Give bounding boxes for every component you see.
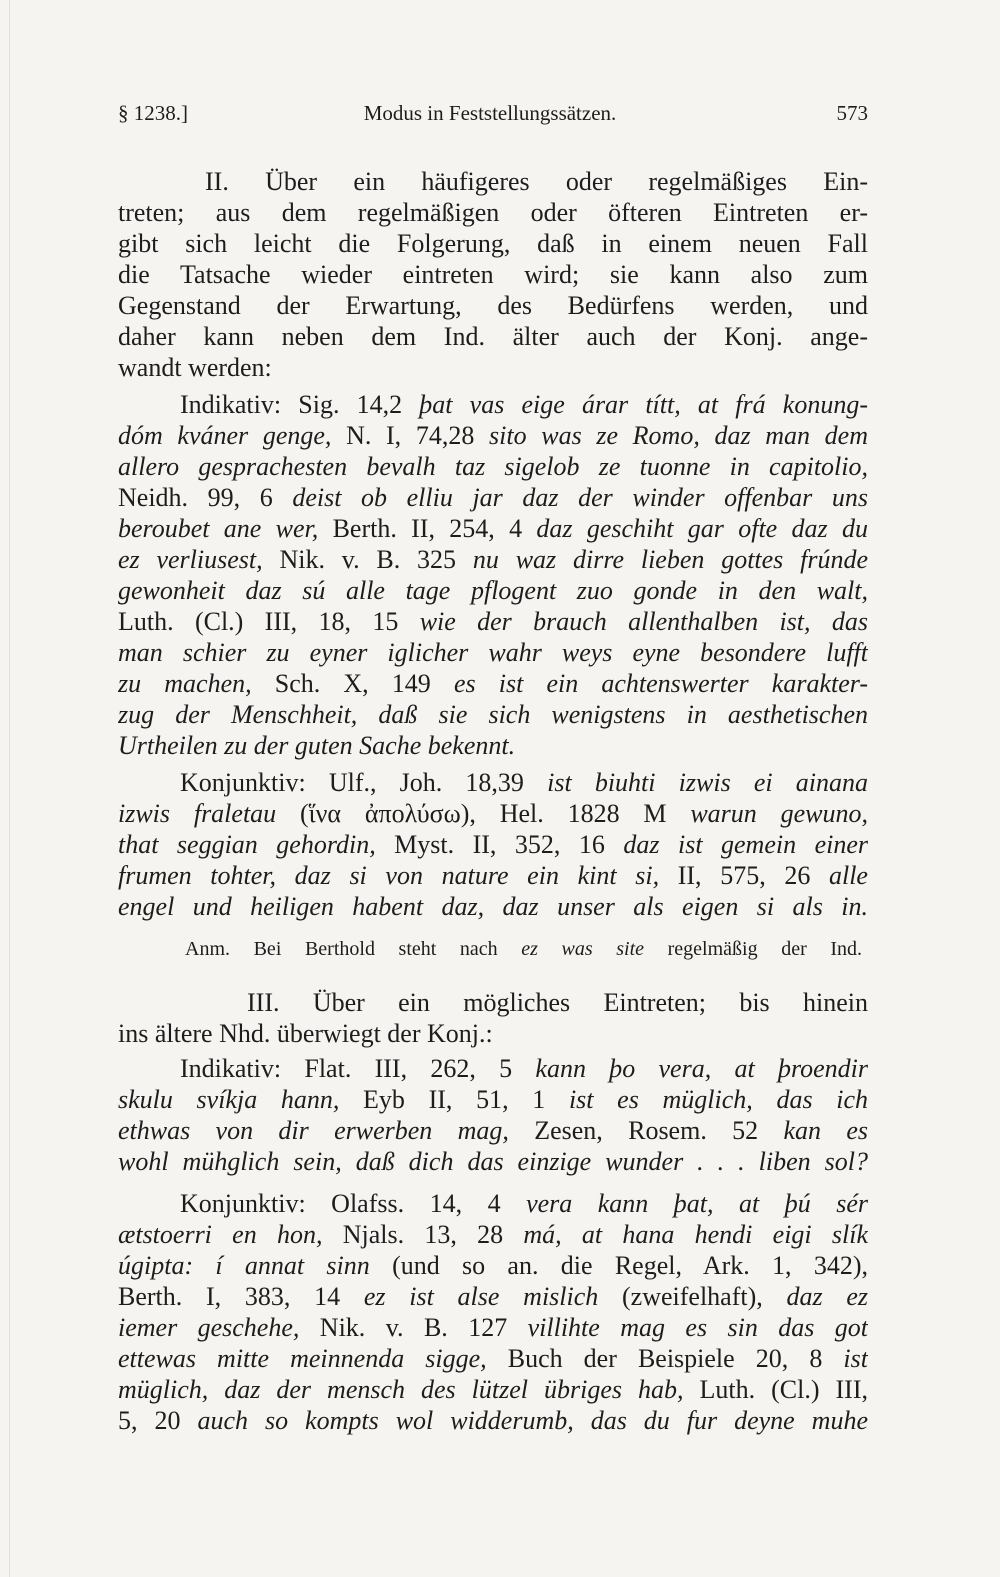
italic-text: ist es müglich, das ich xyxy=(568,1085,868,1114)
text-line xyxy=(118,1281,868,1312)
italic-text: wohl mühglich sein, daß dich das einzige wunder . . . liben sol? xyxy=(118,1147,868,1176)
italic-text: iemer geschehe, xyxy=(118,1313,300,1342)
text-line xyxy=(118,513,868,544)
text-line xyxy=(118,1374,868,1405)
text-line xyxy=(118,451,868,482)
text-line xyxy=(118,730,868,761)
text-line xyxy=(118,1115,868,1146)
italic-text: ettewas mitte meinnenda sigge, xyxy=(118,1344,487,1373)
text-line xyxy=(118,891,868,922)
italic-text: sito was ze Romo, daz man dem xyxy=(489,421,868,450)
italic-text: deist ob elliu jar daz der winder offenbar uns xyxy=(292,483,868,512)
text-line xyxy=(118,290,868,321)
italic-text: þat vas eige árar títt, at frá konung- xyxy=(419,390,868,419)
text-line xyxy=(118,1343,868,1374)
italic-text: ez ist alse mislich xyxy=(363,1282,599,1311)
roman-text: Luth. (Cl.) III, 18, 15 xyxy=(118,607,420,636)
roman-text: Indikativ: Sig. 14,2 xyxy=(180,390,420,419)
italic-text: warun gewuno, xyxy=(690,799,868,828)
roman-text: Neidh. 99, 6 xyxy=(118,483,293,512)
roman-text: Eyb II, 51, 1 xyxy=(339,1085,569,1114)
italic-text: má, at hana hendi eigi slík xyxy=(523,1220,868,1249)
text-line xyxy=(118,798,868,829)
italic-text: vera kann þat, at þú sér xyxy=(526,1189,868,1218)
paragraph-ii-intro xyxy=(118,166,868,383)
text-line xyxy=(118,829,868,860)
roman-text: Gegenstand der Erwartung, des Bedürfens werden, und xyxy=(118,291,868,320)
italic-text: alle xyxy=(828,861,868,890)
text-line xyxy=(118,1084,868,1115)
italic-text: ethwas von dir erwerben mag, xyxy=(118,1116,509,1145)
roman-text: II, 575, 26 xyxy=(659,861,829,890)
roman-text: Luth. (Cl.) III, xyxy=(683,1375,868,1404)
roman-text: treten; aus dem regelmäßigen oder öfteren Eintreten er- xyxy=(118,198,868,227)
italic-text: auch so kompts wol widderumb, das du fur deyne muhe xyxy=(197,1406,868,1435)
text-line xyxy=(118,668,868,699)
roman-text: Nik. v. B. 127 xyxy=(299,1313,528,1342)
roman-text: Njals. 13, 28 xyxy=(322,1220,524,1249)
roman-text: Konjunktiv: Ulf., Joh. 18,39 xyxy=(180,768,548,797)
running-header xyxy=(118,99,868,127)
roman-text: Nik. v. B. 325 xyxy=(262,545,473,574)
roman-text: wandt werden: xyxy=(118,353,272,382)
roman-text: daher kann neben dem Ind. älter auch der Konj. ange- xyxy=(118,322,868,351)
text-line xyxy=(118,1405,868,1436)
roman-text: (ἵνα ἀπολύσω), Hel. 1828 M xyxy=(276,799,691,828)
italic-text: müglich, daz der mensch des lützel übriges hab, xyxy=(118,1375,684,1404)
text-line xyxy=(118,228,868,259)
italic-text: nu waz dirre lieben gottes frúnde xyxy=(472,545,868,574)
text-line xyxy=(118,420,868,451)
text-line xyxy=(118,544,868,575)
roman-text: Anm. Bei Berthold steht nach xyxy=(185,938,522,960)
italic-text: dóm kváner genge, xyxy=(118,421,332,450)
main-text xyxy=(118,166,868,1436)
text-line xyxy=(118,197,868,228)
text-line xyxy=(118,860,868,891)
running-title: Modus in Feststellungssätzen. xyxy=(363,101,617,125)
text-line xyxy=(118,1219,868,1250)
roman-text: Indikativ: Flat. III, 262, 5 xyxy=(180,1054,536,1083)
text-line xyxy=(118,575,868,606)
italic-text: that seggian gehordin, xyxy=(118,830,376,859)
italic-text: kann þo vera, at þroendir xyxy=(535,1054,868,1083)
text-line xyxy=(118,1188,868,1219)
italic-text: daz geschiht gar ofte daz du xyxy=(536,514,868,543)
roman-text: Berth. II, 254, 4 xyxy=(318,514,537,543)
paragraph-iii-konjunktiv-examples xyxy=(118,1188,868,1436)
roman-text: 5, 20 xyxy=(118,1406,198,1435)
text-line xyxy=(118,699,868,730)
italic-text: ist xyxy=(843,1344,868,1373)
roman-text: Zesen, Rosem. 52 xyxy=(508,1116,784,1145)
italic-text: allero gesprachesten bevalh taz sigelob ze tuonne in capitolio, xyxy=(118,452,868,481)
italic-text: daz ist gemein einer xyxy=(623,830,868,859)
italic-text: kan es xyxy=(783,1116,868,1145)
roman-text: Buch der Beispiele 20, 8 xyxy=(486,1344,844,1373)
page-number: 573 xyxy=(836,101,868,125)
roman-text: ins ältere Nhd. überwiegt der Konj.: xyxy=(118,1019,493,1048)
text-line xyxy=(118,935,868,963)
roman-text: die Tatsache wieder eintreten wird; sie kann also zum xyxy=(118,260,868,289)
italic-text: ist biuhti izwis ei ainana xyxy=(547,768,868,797)
italic-text: wie der brauch allenthalben ist, das xyxy=(419,607,868,636)
roman-text: Konjunktiv: Olafss. 14, 4 xyxy=(180,1189,527,1218)
roman-text: II. Über ein häufigeres oder regelmäßiges Ein- xyxy=(205,167,868,196)
text-line xyxy=(118,1053,868,1084)
italic-text: es ist ein achtenswerter karakter- xyxy=(453,669,868,698)
italic-text: gewonheit daz sú alle tage pflogent zuo gonde in den walt, xyxy=(118,576,868,605)
text-line xyxy=(118,482,868,513)
roman-text: Sch. X, 149 xyxy=(251,669,454,698)
annotation-note xyxy=(118,935,868,963)
italic-text: zug der Menschheit, daß sie sich wenigstens in aesthetischen xyxy=(118,700,868,729)
text-line xyxy=(118,389,868,420)
paragraph-iii-indikativ-examples xyxy=(118,1053,868,1177)
paragraph-iii-intro xyxy=(118,987,868,1049)
italic-text: engel und heiligen habent daz, daz unser als eigen si als in. xyxy=(118,892,868,921)
italic-text: úgipta: í annat sinn xyxy=(118,1251,370,1280)
text-line xyxy=(118,987,868,1018)
text-line xyxy=(118,1250,868,1281)
text-line xyxy=(118,166,868,197)
italic-text: ætstoerri en hon, xyxy=(118,1220,323,1249)
italic-text: frumen tohter, daz si von nature ein kint si, xyxy=(118,861,660,890)
italic-text: daz ez xyxy=(786,1282,868,1311)
roman-text: gibt sich leicht die Folgerung, daß in einem neuen Fall xyxy=(118,229,868,258)
italic-text: zu machen, xyxy=(118,669,252,698)
text-line xyxy=(118,352,868,383)
italic-text: izwis fraletau xyxy=(118,799,277,828)
roman-text: Myst. II, 352, 16 xyxy=(375,830,624,859)
italic-text: man schier zu eyner iglicher wahr weys eyne besondere lufft xyxy=(118,638,868,667)
roman-text: (zweifelhaft), xyxy=(598,1282,787,1311)
text-line xyxy=(118,767,868,798)
text-line xyxy=(118,1018,868,1049)
section-reference: § 1238.] xyxy=(118,101,188,125)
text-line xyxy=(118,259,868,290)
italic-text: skulu svíkja hann, xyxy=(118,1085,340,1114)
paragraph-ii-indikativ-examples xyxy=(118,389,868,761)
roman-text: Berth. I, 383, 14 xyxy=(118,1282,364,1311)
text-line xyxy=(118,321,868,352)
italic-text: ez verliusest, xyxy=(118,545,263,574)
italic-text: beroubet ane wer, xyxy=(118,514,319,543)
roman-text: III. Über ein mögliches Eintreten; bis hinein xyxy=(247,988,868,1017)
roman-text: N. I, 74,28 xyxy=(331,421,489,450)
text-line xyxy=(118,1146,868,1177)
italic-text: ez was site xyxy=(521,938,645,960)
text-line xyxy=(118,606,868,637)
italic-text: villihte mag es sin das got xyxy=(527,1313,868,1342)
text-line xyxy=(118,1312,868,1343)
text-line xyxy=(118,637,868,668)
italic-text: Urtheilen zu der guten Sache bekennt. xyxy=(118,731,516,760)
roman-text: regelmäßig der Ind. xyxy=(644,938,862,960)
scan-edge-line xyxy=(9,0,10,1577)
roman-text: (und so an. die Regel, Ark. 1, 342), xyxy=(369,1251,868,1280)
paragraph-ii-konjunktiv-examples xyxy=(118,767,868,922)
